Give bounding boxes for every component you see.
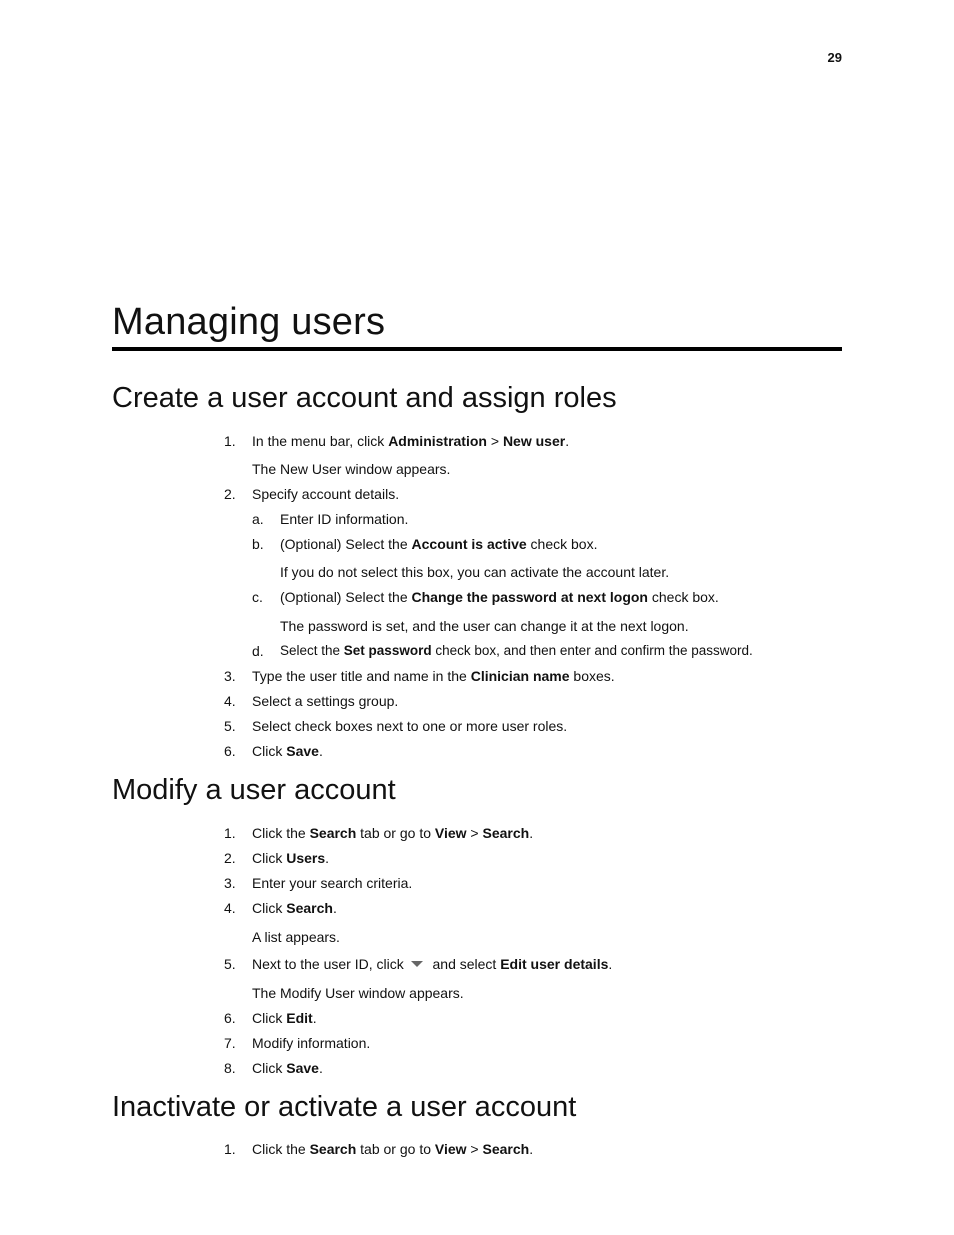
- substep-text: (Optional) Select the Account is active check box.: [280, 536, 598, 552]
- step-text: Click the Search tab or go to View > Search.: [252, 825, 534, 841]
- step-number: 2.: [224, 850, 236, 866]
- step-text: Click the Search tab or go to View > Search.: [252, 1141, 534, 1157]
- substep-letter: b.: [252, 536, 264, 552]
- step-note: A list appears.: [252, 929, 340, 945]
- section-title-create: Create a user account and assign roles: [112, 382, 617, 414]
- step-number: 6.: [224, 1010, 236, 1026]
- substep-note: If you do not select this box, you can activate the account later.: [280, 564, 670, 580]
- dropdown-arrow-icon: [411, 961, 423, 967]
- step-text: Specify account details.: [252, 486, 400, 502]
- substep-text: Select the Set password check box, and then enter and confirm the password.: [280, 643, 753, 658]
- substep-note: The password is set, and the user can change it at the next logon.: [280, 618, 689, 634]
- substep-text: Enter ID information.: [280, 511, 409, 527]
- step-text: Click Users.: [252, 850, 330, 866]
- chapter-title: Managing users: [112, 301, 386, 343]
- step-text: Enter your search criteria.: [252, 875, 413, 891]
- step-number: 1.: [224, 825, 236, 841]
- step-text: Click Save.: [252, 1060, 323, 1076]
- step-text: Click Edit.: [252, 1010, 317, 1026]
- step-text: Next to the user ID, click and select Edit user details.: [252, 956, 613, 972]
- section-title-inactivate: Inactivate or activate a user account: [112, 1091, 577, 1123]
- substep-letter: a.: [252, 511, 264, 527]
- step-number: 5.: [224, 718, 236, 734]
- step-number: 3.: [224, 875, 236, 891]
- chapter-rule: [112, 347, 842, 351]
- section-title-modify: Modify a user account: [112, 774, 396, 806]
- step-text: Click Search.: [252, 900, 337, 916]
- step-note: The Modify User window appears.: [252, 985, 464, 1001]
- page-number: 29: [827, 50, 842, 65]
- step-text: Select check boxes next to one or more user roles.: [252, 718, 568, 734]
- step-number: 6.: [224, 743, 236, 759]
- step-text: Select a settings group.: [252, 693, 399, 709]
- step-number: 3.: [224, 668, 236, 684]
- step-text: In the menu bar, click Administration > New user.: [252, 433, 570, 449]
- step-note: The New User window appears.: [252, 461, 451, 477]
- step-number: 5.: [224, 956, 236, 972]
- step-number: 8.: [224, 1060, 236, 1076]
- step-number: 2.: [224, 486, 236, 502]
- step-number: 1.: [224, 1141, 236, 1157]
- step-text: Click Save.: [252, 743, 323, 759]
- step-number: 4.: [224, 900, 236, 916]
- step-number: 4.: [224, 693, 236, 709]
- step-number: 7.: [224, 1035, 236, 1051]
- step-text: Type the user title and name in the Clinician name boxes.: [252, 668, 615, 684]
- step-text: Modify information.: [252, 1035, 371, 1051]
- substep-letter: c.: [252, 589, 263, 605]
- substep-text: (Optional) Select the Change the password at next logon check box.: [280, 589, 719, 605]
- step-number: 1.: [224, 433, 236, 449]
- substep-letter: d.: [252, 643, 264, 659]
